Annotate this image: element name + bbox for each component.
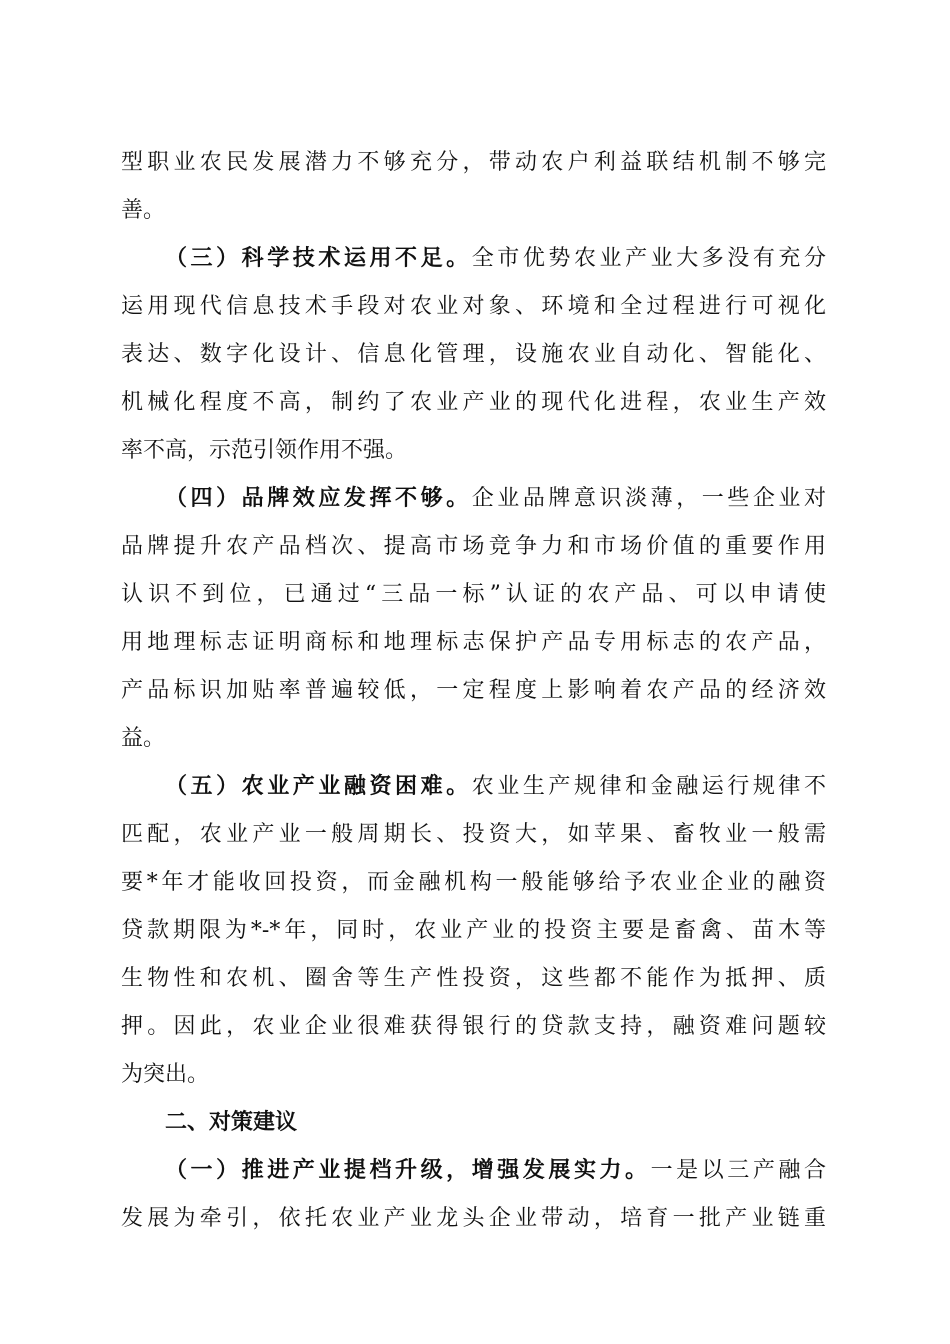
paragraph-4-heading: （五）农业产业融资困难。 bbox=[165, 774, 472, 799]
paragraph-4-line-1 bbox=[165, 771, 826, 803]
paragraph-3-line-1 bbox=[165, 483, 826, 515]
paragraph-4-line-2: 匹配，农业产业一般周期长、投资大，如苹果、畜牧业一般需 bbox=[121, 822, 826, 847]
paragraph-3-line-5: 产品标识加贴率普遍较低，一定程度上影响着农产品的经济效 bbox=[121, 678, 826, 703]
paragraph-2-line-1-text: 全市优势农业产业大多没有充分 bbox=[471, 246, 826, 271]
paragraph-3-line-6: 益。 bbox=[121, 726, 166, 751]
paragraph-2-heading: （三）科学技术运用不足。 bbox=[165, 246, 472, 271]
paragraph-2-line-3: 表达、数字化设计、信息化管理，设施农业自动化、智能化、 bbox=[121, 342, 826, 367]
section-2-title: 二、对策建议 bbox=[165, 1110, 298, 1135]
paragraph-4-line-3: 要*年才能收回投资，而金融机构一般能够给予农业企业的融资 bbox=[121, 870, 826, 895]
paragraph-3-line-3: 认识不到位，已通过“三品一标”认证的农产品、可以申请使 bbox=[121, 582, 826, 607]
paragraph-1-line-2: 善。 bbox=[121, 198, 166, 223]
paragraph-2-line-2: 运用现代信息技术手段对农业对象、环境和全过程进行可视化 bbox=[121, 294, 826, 319]
paragraph-3-line-2: 品牌提升农产品档次、提高市场竞争力和市场价值的重要作用 bbox=[121, 534, 826, 559]
paragraph-1-line-1: 型职业农民发展潜力不够充分，带动农户利益联结机制不够完 bbox=[121, 150, 826, 175]
paragraph-2-line-1 bbox=[165, 243, 826, 275]
paragraph-2-line-4: 机械化程度不高，制约了农业产业的现代化进程，农业生产效 bbox=[121, 390, 826, 415]
paragraph-4-line-7: 为突出。 bbox=[121, 1062, 210, 1087]
paragraph-3-heading: （四）品牌效应发挥不够。 bbox=[165, 486, 472, 511]
paragraph-5-line-2: 发展为牵引，依托农业产业龙头企业带动，培育一批产业链重 bbox=[121, 1206, 826, 1231]
paragraph-5-line-1-text: 一是以三产融合 bbox=[650, 1158, 826, 1183]
paragraph-4-line-4: 贷款期限为*-*年，同时，农业产业的投资主要是畜禽、苗木等 bbox=[121, 918, 826, 943]
paragraph-2-line-5: 率不高，示范引领作用不强。 bbox=[121, 438, 408, 463]
paragraph-4-line-6: 押。因此，农业企业很难获得银行的贷款支持，融资难问题较 bbox=[121, 1014, 826, 1039]
paragraph-4-line-1-text: 农业生产规律和金融运行规律不 bbox=[471, 774, 826, 799]
paragraph-3-line-4: 用地理标志证明商标和地理标志保护产品专用标志的农产品， bbox=[121, 630, 826, 655]
paragraph-3-line-1-text: 企业品牌意识淡薄，一些企业对 bbox=[471, 486, 826, 511]
paragraph-4-line-5: 生物性和农机、圈舍等生产性投资，这些都不能作为抵押、质 bbox=[121, 966, 826, 991]
paragraph-5-heading: （一）推进产业提档升级，增强发展实力。 bbox=[165, 1158, 651, 1183]
paragraph-5-line-1 bbox=[165, 1155, 826, 1187]
